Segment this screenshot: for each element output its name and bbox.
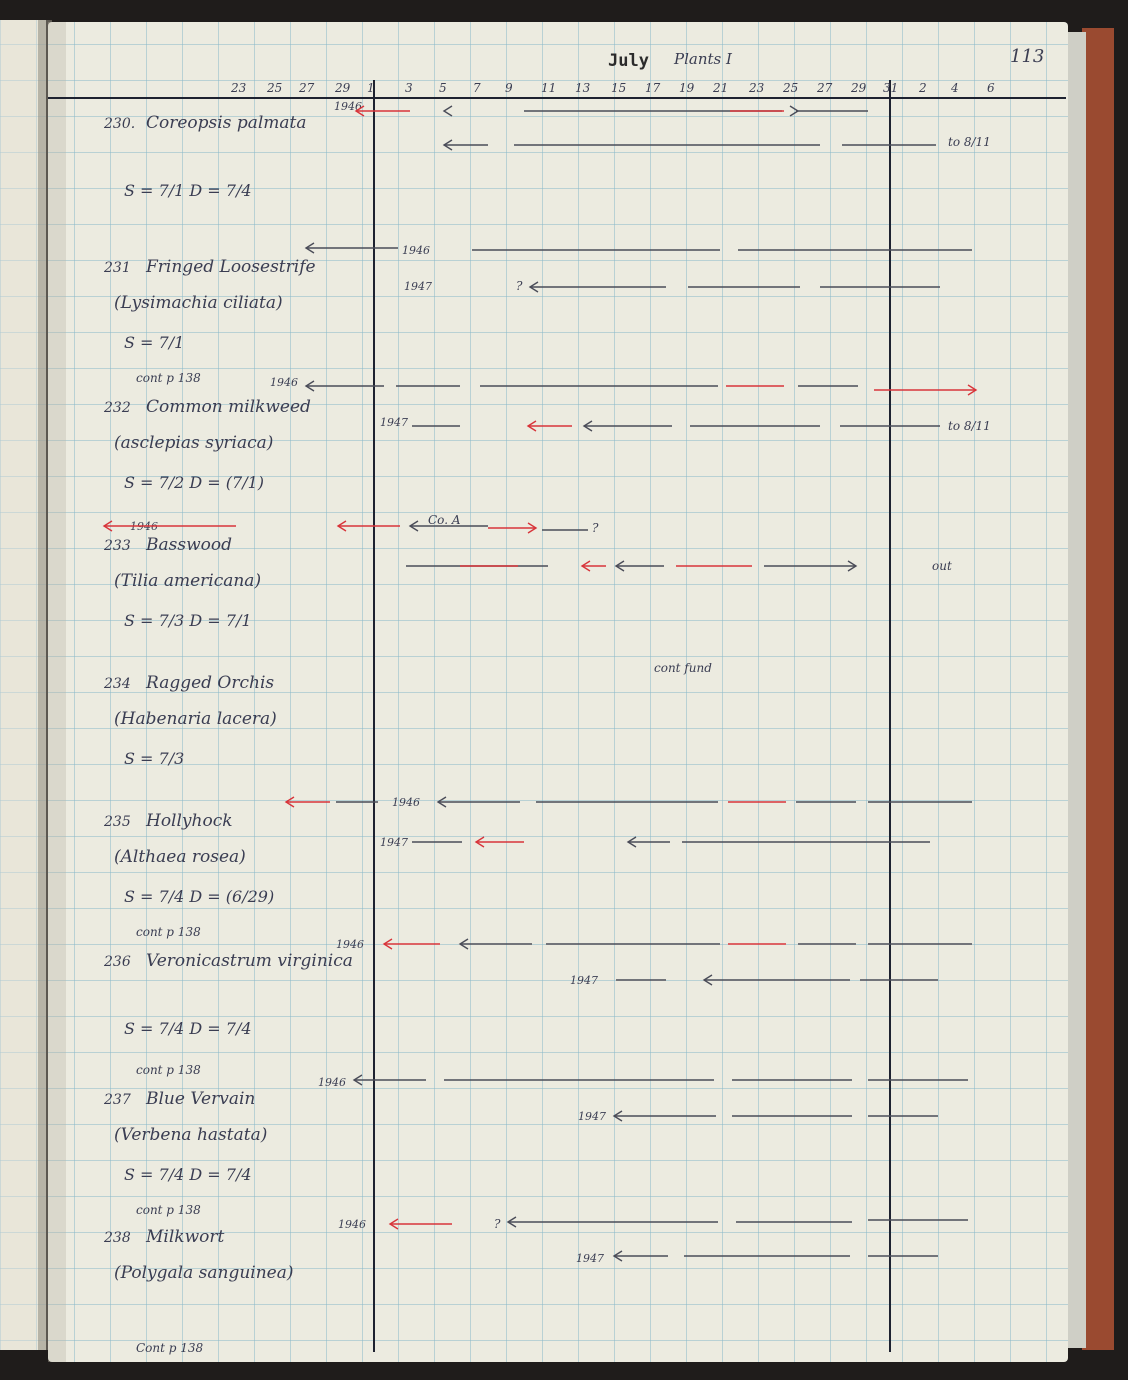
day-tick-label: 9 [505,81,513,95]
entry-common-name: Common milkweed [146,397,311,417]
entry-note: Cont p 138 [136,1341,204,1355]
entry-dates: S = 7/1 [124,333,185,352]
range-note: ? [516,279,523,293]
entry-number: 237 [104,1092,131,1108]
range-note: out [932,559,952,573]
year-label: 1946 [392,796,420,809]
year-label: 1947 [576,1252,604,1265]
entry-note: cont p 138 [136,925,201,939]
entry-number: 231 [104,260,131,276]
entry-common-name: Basswood [146,535,232,555]
entry-common-name: Fringed Loosestrife [146,257,316,277]
day-tick-label: 7 [473,81,481,95]
entry-scientific-name: (Lysimachia ciliata) [114,293,283,313]
entry-dates: S = 7/1 D = 7/4 [124,181,252,200]
day-tick-label: 17 [645,81,661,95]
day-tick-label: 23 [749,81,765,95]
entry-dates: S = 7/2 D = (7/1) [124,473,265,492]
day-tick-label: 29 [335,81,351,95]
entry-common-name: Blue Vervain [146,1089,256,1109]
year-label: 1947 [570,974,598,987]
range-note: to 8/11 [948,135,991,149]
day-tick-label: 21 [713,81,729,95]
entry-dates: S = 7/4 D = 7/4 [124,1019,252,1038]
day-tick-label: 15 [611,81,627,95]
entry-scientific-name: (Verbena hastata) [114,1125,268,1145]
day-tick-label: 11 [541,81,557,95]
entry-note: cont p 138 [136,1203,201,1217]
range-note: ? [592,521,599,535]
range-note: Co. A [428,513,461,527]
range-note: ? [494,1217,501,1231]
entry-dates: S = 7/3 D = 7/1 [124,611,252,630]
entry-scientific-name: (Habenaria lacera) [114,709,277,729]
day-tick-label: 5 [439,81,447,95]
day-tick-label: 31 [883,81,899,95]
entry-common-name: Ragged Orchis [146,673,275,693]
entry-scientific-name: (Polygala sanguinea) [114,1263,294,1283]
day-tick-label: 4 [951,81,959,95]
year-label: 1946 [336,938,364,951]
year-label: 1947 [404,280,432,293]
day-tick-label: 23 [231,81,247,95]
day-tick-label: 25 [783,81,799,95]
entry-scientific-name: (asclepias syriaca) [114,433,274,453]
year-label: 1947 [380,416,408,429]
entry-common-name: Milkwort [146,1227,225,1247]
entry-number: 232 [104,400,131,416]
entry-number: 236 [104,954,131,970]
entry-number: 235 [104,814,131,830]
entry-dates: S = 7/4 D = (6/29) [124,887,275,906]
day-tick-label: 27 [299,81,315,95]
month-title: July [608,51,649,71]
day-tick-label: 1 [367,81,375,95]
entry-common-name: Coreopsis palmata [146,113,307,133]
range-note: to 8/11 [948,419,991,433]
day-tick-label: 19 [679,81,695,95]
year-label: 1946 [338,1218,366,1231]
day-tick-label: 27 [817,81,833,95]
year-label: 1947 [578,1110,606,1123]
day-tick-label: 3 [405,81,413,95]
year-label: 1947 [380,836,408,849]
entry-common-name: Veronicastrum virginica [146,951,353,971]
entry-common-name: Hollyhock [146,811,233,831]
day-tick-label: 6 [987,81,995,95]
entry-dates: S = 7/4 D = 7/4 [124,1165,252,1184]
year-label: 1946 [130,520,158,533]
entry-note: cont p 138 [136,371,201,385]
year-label: 1946 [270,376,298,389]
day-tick-label: 13 [575,81,591,95]
book-cover-edge [1082,28,1114,1350]
entry-note: cont p 138 [136,1063,201,1077]
year-label: 1946 [402,244,430,257]
entry-scientific-name: (Althaea rosea) [114,847,246,867]
year-label: 1946 [334,100,362,113]
subject-title: Plants I [674,50,732,68]
year-label: 1946 [318,1076,346,1089]
page-number: 113 [1010,46,1045,67]
day-tick-label: 2 [919,81,927,95]
entry-scientific-name: (Tilia americana) [114,571,262,591]
entry-number: 238 [104,1230,131,1246]
range-note: cont fund [654,661,712,675]
day-tick-label: 29 [851,81,867,95]
entry-number: 234 [104,676,131,692]
entry-number: 233 [104,538,131,554]
entry-dates: S = 7/3 [124,749,185,768]
day-tick-label: 25 [267,81,283,95]
entry-number: 230. [104,116,136,132]
